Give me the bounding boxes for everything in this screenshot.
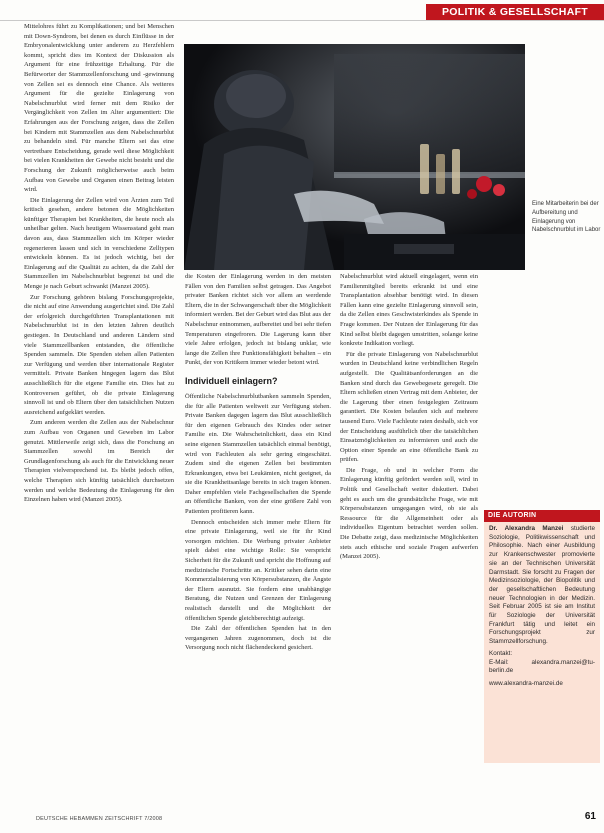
section-bar	[0, 4, 604, 21]
author-heading: DIE AUTORIN	[484, 510, 600, 522]
paragraph: Die Einlagerung der Zellen wird von Ärzten zum Teil kritisch gesehen, andere betonen die Möglichkeiten künftiger Therapien bei Krankheiten, die heute noch als unheilbar gelten. Nach heutigem Wissensstand geht man davon aus, dass Stammzellen sich im Körper wieder regenerieren lassen und sich in verschiedene Zelltypen entwickeln können. Es ist jedoch wichtig, bei der Einlagerung auf die Qualität zu achten, da die Zahl der Stammzellen im Nabelschnurblut begrenzt ist und die Menge je nach Geburt schwankt (Manzei 2005).	[24, 196, 174, 291]
page-footer	[0, 811, 604, 831]
author-web-link[interactable]: www.alexandra-manzei.de	[489, 679, 563, 687]
paragraph: die Kosten der Einlagerung werden in den meisten Fällen von den Familien selbst getragen. Das Angebot privater Banken richtet sich vor allem an werdende Eltern, die in der Schwangerschaft über die Möglichkeit informiert werden. Bei der Geburt wird das Blut aus der Nabelschnur entnommen, aufbereitet und bei sehr tiefen Temperaturen eingefroren. Die Lagerung kann über viele Jahre erfolgen, jedoch ist bislang unklar, wie lange die Zellen ihre Funktionsfähigkeit behalten – ein Punkt, der von Kritikern immer wieder betont wird.	[185, 273, 331, 367]
author-bio-text: studierte Soziologie, Politikwissenschaft und Philosophie. Nach einer Ausbildung zur Krankenschwester promovierte sie an der Technischen Universität Darmstadt. Sie forscht zu Fragen der Medizinsoziologie, der Biopolitik und der gesellschaftlichen Bedeutung neuer Technologien in der Medizin. Seit Februar 2005 ist sie am Institut für Soziologie der Universität Frankfurt tätig und leitet ein Forschungsprojekt zur Stammzellforschung.	[489, 525, 596, 646]
section-title: POLITIK & GESELLSCHAFT	[426, 4, 604, 20]
paragraph: Für die private Einlagerung von Nabelschnurblut wurden in Deutschland keine verbindlichen Regeln aufgestellt. Die Qualitätsanforderungen an die Banken sind durch das Gewebegesetz geregelt. Die Eltern schließen einen Vertrag mit dem Anbieter, der die Lagerung über einen festgelegten Zeitraum garantiert. Die Kosten belaufen sich auf mehrere tausend Euro. Viele Fachleute raten deshalb, sich vor der Entscheidung ausführlich über die tatsächlichen Einsatzmöglichkeiten zu informieren und auch die Option einer Spende an eine öffentliche Bank zu prüfen.	[340, 350, 478, 464]
subheading: Individuell einlagern?	[185, 375, 278, 386]
paragraph: Die Frage, ob und in welcher Form die Einlagerung künftig gefördert werden soll, wird in Politik und Gesellschaft weiter diskutiert. Dabei geht es auch um die grundsätzliche Frage, wie mit Körpersubstanzen umgegangen wird, ob sie als Ressource für die Allgemeinheit oder als individuelles Eigentum betrachtet werden sollen. Die Debatte zeigt, dass medizinische Möglichkeiten stets auch ethische und soziale Fragen aufwerfen (Manzei 2005).	[340, 466, 478, 561]
article-column-2	[185, 272, 331, 806]
lab-scene-image	[184, 44, 525, 270]
paragraph: Öffentliche Nabelschnurblutbanken sammeln Spenden, die für alle Patienten weltweit zur Verfügung stehen. Private Banken dagegen lagern das Blut ausschließlich für den eigenen Gebrauch des Kindes oder seiner Familie ein. Die Wahrscheinlichkeit, dass ein Kind seine eigenen Stammzellen tatsächlich einmal benötigt, wird von Fachleuten als sehr gering eingeschätzt. Zudem sind die eigenen Zellen bei bestimmten Erkrankungen, etwa bei Leukämien, nicht geeignet, da sie die Krankheitsanlage bereits in sich tragen können. Daher empfehlen viele Fachgesellschaften die Spende an öffentliche Banken, von der eine größere Zahl von Patienten profitieren kann.	[185, 392, 331, 516]
author-contact-label: Kontakt:	[489, 649, 513, 657]
photo-caption: Eine Mitarbeiterin bei der Aufbereitung und Einlagerung von Nabelschnurblut im Labor	[532, 201, 601, 234]
lab-photo	[184, 44, 525, 270]
publication-name: DEUTSCHE HEBAMMEN ZEITSCHRIFT 7/2008	[36, 816, 163, 822]
page-number: 61	[584, 811, 596, 822]
paragraph: Dennoch entscheiden sich immer mehr Eltern für eine private Einlagerung, weil sie für ihr Kind vorsorgen möchten. Die Werbung privater Anbieter spielt dabei eine wichtige Rolle: Sie verspricht Sicherheit für die Zukunft und spricht die Hoffnung auf medizinische Fortschritte an. Kritiker sehen darin eine Kommerzialisierung von Körpersubstanzen, die Ängste der Eltern ausnutzt. Sie fordern eine unabhängige Beratung, die Nutzen und Grenzen der Einlagerung realistisch darstellt und die Möglichkeit der öffentlichen Spende gleichberechtigt aufzeigt.	[185, 518, 331, 622]
paragraph: Mittelohres führt zu Komplikationen; und bei Menschen mit Down-Syndrom, bei denen es durch Einflüsse in der Embryonalentwicklung unter anderem zu Herzfehlern kommt, spricht dies im Kontext der Diskussion als Argument für eine frühzeitige Erhaltung. Für die Befürworter der Stammzellenforschung und -gewinnung von Zellen sei es dennoch eine Chance. Als weiteres Argument für die gezielte Einlagerung von Nabelschnurblut wird ferner mit dem Risiko der Vergänglichkeit von Zellen im Alter argumentiert: Die Erfahrungen aus der Forschung zeigen, dass die Zellen bei Kindern mit Stammzellen aus dem Nabelschnurblut zu behandeln sind. Für manche Eltern sei das eine vertretbare Entscheidung, gerade weil diese Möglichkeit bei vielen Krankheiten der Gewebe nicht besteht und die Forschung der Zukunft möglicherweise auch beim Aufbau von Gewebe und Organen einen Beitrag leisten wird.	[24, 23, 174, 194]
paragraph: Nabelschnurblut wird aktuell eingelagert, wenn ein Familienmitglied bereits erkrankt ist und eine Transplantation absehbar benötigt wird. In diesen Fällen kann eine gezielte Einlagerung sinnvoll sein, da die Zellen eines Geschwisterkindes als Spende in Frage kommen. Der Nutzen der Einlagerung für das Kind selbst bleibt dagegen umstritten, solange keine konkrete Indikation vorliegt.	[340, 273, 478, 348]
article-column-3	[340, 272, 478, 806]
author-bio	[484, 522, 600, 692]
article-column-1	[24, 22, 174, 806]
paragraph: Zur Forschung gehören bislang Forschungsprojekte, die nicht auf eine Anwendung ausgerichtet sind. Die Zahl der erfolgreich durchgeführten Transplantationen mit Nabelschnurblut ist in den letzten Jahren deutlich gestiegen. In Deutschland und anderen Ländern sind viele Stammzellbanken entstanden, die öffentliche Spenden sammeln. Die Spenden stehen allen Patienten zur Verfügung und werden über internationale Register vermittelt. Private Banken hingegen lagern das Blut ausschließlich für die eigene Familie ein. Dies hat zu Kontroversen geführt, ob die private Einlagerung sinnvoll ist und ob Eltern über den tatsächlichen Nutzen ausreichend aufgeklärt werden.	[24, 293, 174, 416]
author-name: Dr. Alexandra Manzei	[489, 525, 564, 532]
author-box	[484, 510, 600, 763]
paragraph: Zum anderen werden die Zellen aus der Nabelschnur zum Aufbau von Organen und Geweben im Labor genutzt. Mittlerweile zeigt sich, dass die Forschung an Stammzellen sowohl im Bereich der Grundlagenforschung als auch für die Entwicklung neuer Therapien vielversprechend ist. Es bleibt jedoch offen, welche Therapien sich künftig tatsächlich durchsetzen werden und welche Bedeutung die Einlagerung für den Einzelnen haben wird (Manzei 2005).	[24, 419, 174, 504]
paragraph: Die Zahl der öffentlichen Spenden hat in den vergangenen Jahren zugenommen, doch ist die Versorgung noch nicht flächendeckend gesichert.	[185, 625, 331, 652]
author-email-link[interactable]: E-Mail: alexandra.manzei@tu-berlin.de	[489, 658, 595, 675]
